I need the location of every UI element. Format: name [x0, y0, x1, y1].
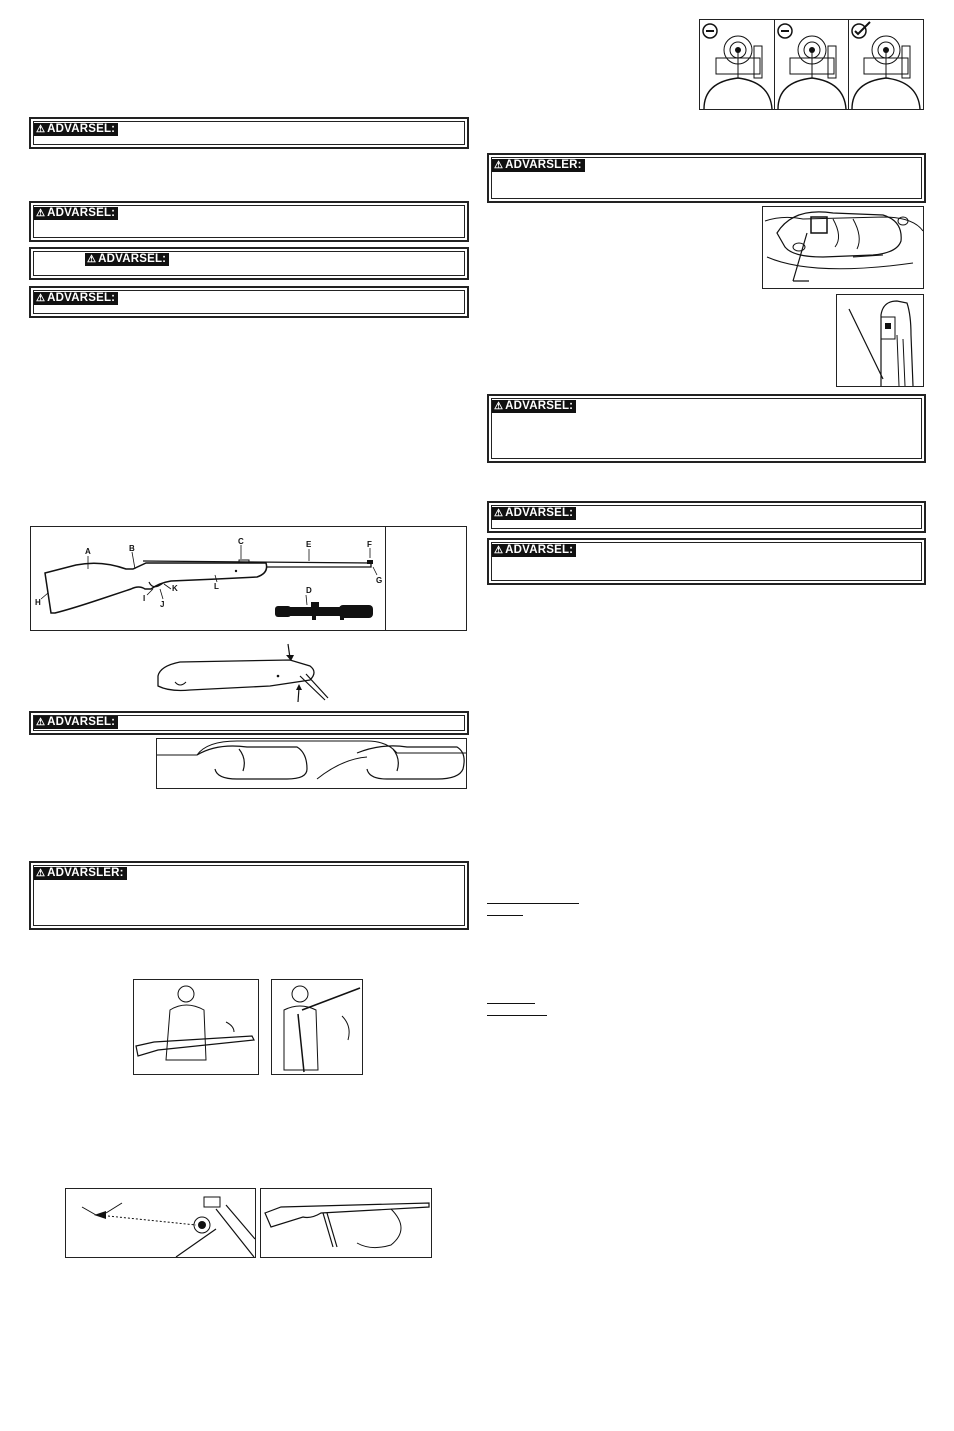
scope-panel-1	[703, 24, 772, 109]
scope-drawing	[275, 602, 373, 620]
part-label-g: G	[376, 576, 383, 585]
part-label-h: H	[35, 598, 41, 607]
warning-box-5	[29, 711, 469, 735]
warning-label: ⚠ ADVARSEL:	[85, 253, 169, 266]
part-label-a: A	[85, 547, 91, 556]
rifle-cocking-arc-image	[260, 1188, 432, 1258]
scope-adjustment-panels	[699, 19, 924, 110]
warning-label: ⚠ ADVARSLER:	[492, 159, 585, 172]
rifle-parts-diagram	[30, 526, 467, 631]
rear-sight-image	[836, 294, 924, 387]
warning-label: ⚠ ADVARSEL:	[34, 123, 118, 136]
sighting-target-image	[65, 1188, 256, 1258]
warning-label: ⚠ ADVARSEL:	[492, 507, 576, 520]
part-label-e: E	[306, 540, 312, 549]
heading-underline-3	[487, 1003, 535, 1004]
warning-label: ⚠ ADVARSEL:	[34, 292, 118, 305]
warning-triangle-icon: ⚠	[36, 868, 46, 879]
person-cocking-image-1	[133, 979, 259, 1075]
warning-label: ⚠ ADVARSEL:	[34, 716, 118, 729]
part-label-j: J	[160, 600, 165, 609]
warning-triangle-icon: ⚠	[36, 208, 46, 219]
warning-triangle-icon: ⚠	[494, 401, 504, 412]
trigger-safety-figure	[156, 738, 467, 789]
scope-panel-2	[778, 24, 846, 109]
warning-triangle-icon: ⚠	[36, 124, 46, 135]
diagram-divider	[385, 527, 386, 630]
check-icon	[852, 24, 866, 38]
part-label-c: C	[238, 537, 244, 546]
warning-triangle-icon: ⚠	[36, 293, 46, 304]
warning-box-4	[29, 286, 469, 318]
heading-underline-4	[487, 1015, 547, 1016]
warning-triangle-icon: ⚠	[494, 160, 504, 171]
warning-triangle-icon: ⚠	[494, 508, 504, 519]
warning-box-1	[29, 117, 469, 149]
heading-underline-2	[487, 915, 523, 916]
warning-label: ⚠ ADVARSEL:	[492, 400, 576, 413]
warning-box-9	[487, 501, 926, 533]
part-label-b: B	[129, 544, 135, 553]
part-label-d: D	[306, 586, 312, 595]
warning-box-7	[487, 153, 926, 203]
part-label-i: I	[143, 594, 146, 603]
warning-label: ⚠ ADVARSEL:	[492, 544, 576, 557]
warning-label: ⚠ ADVARSEL:	[34, 207, 118, 220]
warning-triangle-icon: ⚠	[36, 717, 46, 728]
warning-label: ⚠ ADVARSLER:	[34, 867, 127, 880]
warning-box-3	[29, 247, 469, 280]
barrel-release-drawing	[150, 640, 350, 704]
warning-triangle-icon: ⚠	[87, 254, 97, 265]
part-label-f: F	[367, 540, 372, 549]
warning-triangle-icon: ⚠	[494, 545, 504, 556]
person-cocking-image-2	[271, 979, 363, 1075]
warning-box-6	[29, 861, 469, 930]
trigger-adjust-image	[762, 206, 924, 289]
part-label-l: L	[214, 582, 219, 591]
warning-box-2	[29, 201, 469, 242]
heading-underline-1	[487, 903, 579, 904]
rifle-side-view	[31, 527, 466, 630]
warning-box-8	[487, 394, 926, 463]
scope-panel-3	[852, 22, 920, 109]
part-label-k: K	[172, 584, 178, 593]
warning-box-10	[487, 538, 926, 585]
